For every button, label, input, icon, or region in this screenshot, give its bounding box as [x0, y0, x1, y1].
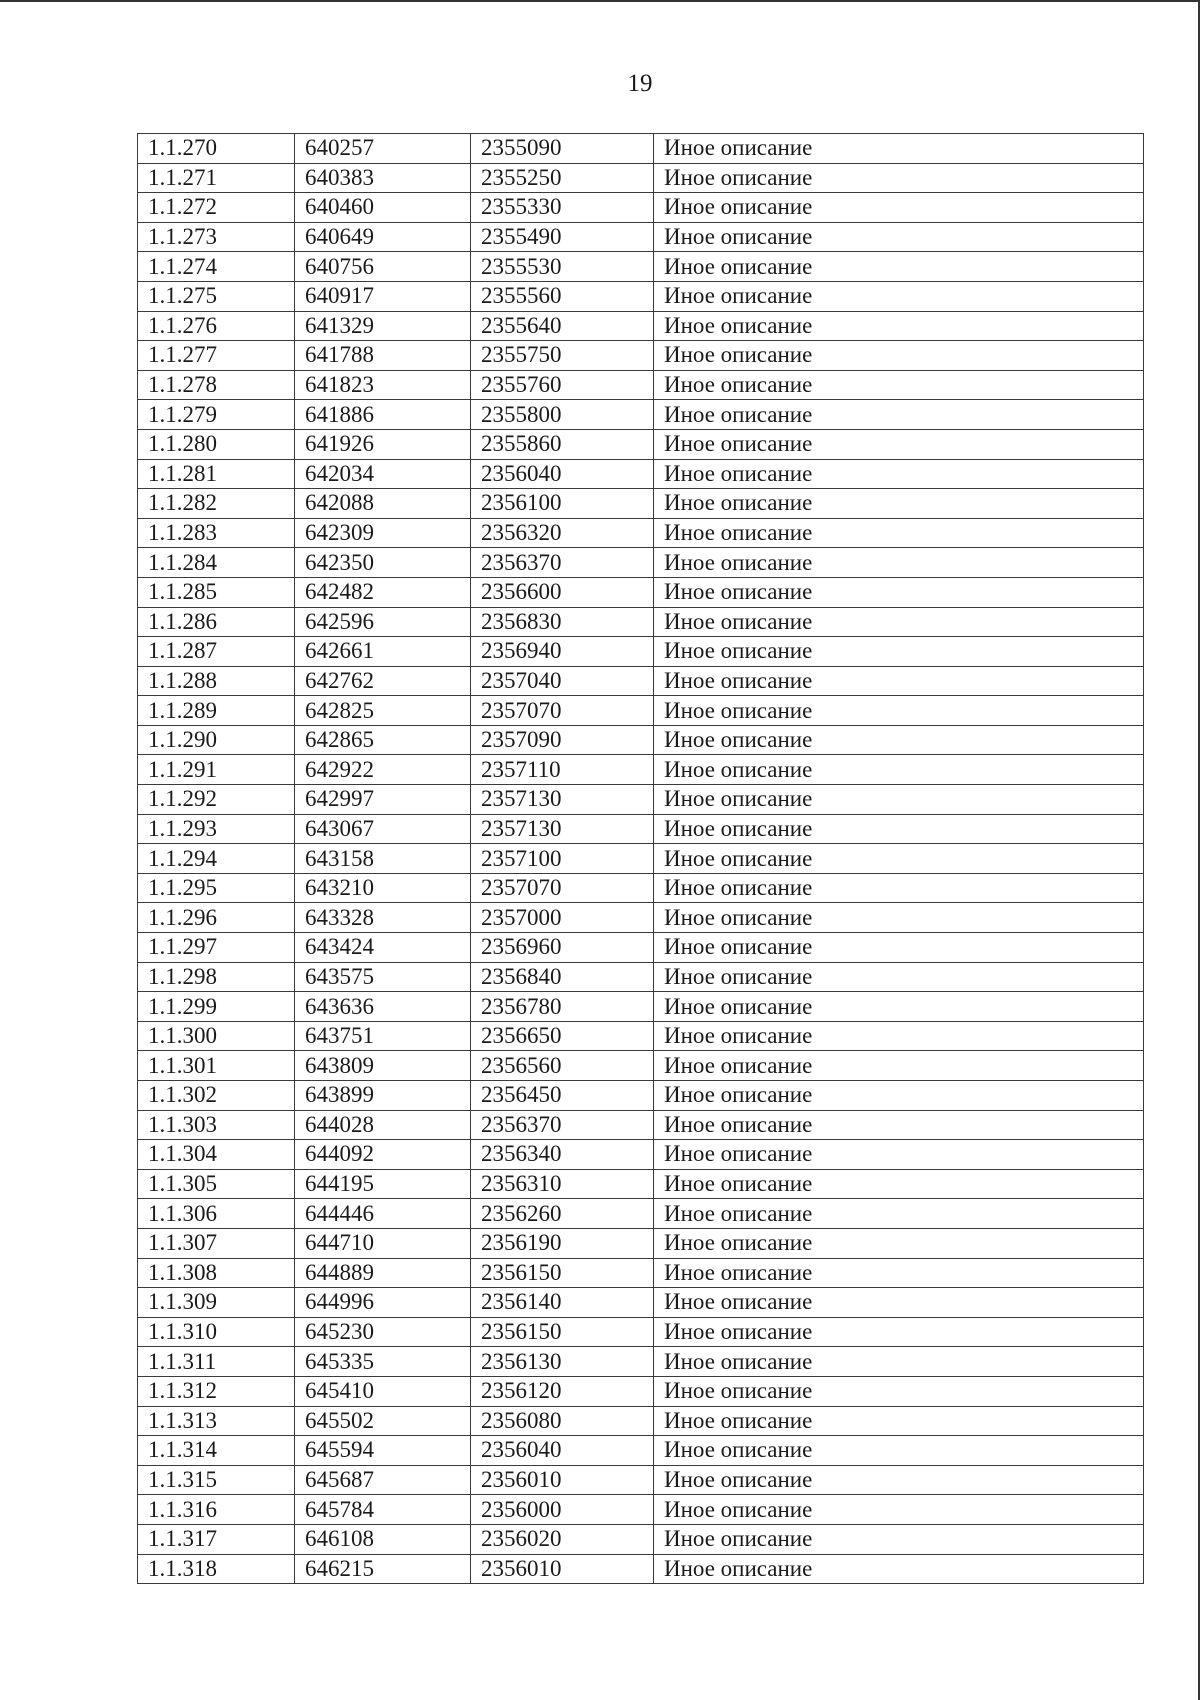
table-row: [138, 637, 1144, 667]
table-row: [138, 725, 1144, 755]
table-row: [138, 459, 1144, 489]
y-coordinate-cell: 2356120: [471, 1376, 654, 1406]
x-coordinate-cell: 643210: [295, 873, 471, 903]
x-coordinate-cell: 645230: [295, 1317, 471, 1347]
x-coordinate-cell: 640756: [295, 252, 471, 282]
description-cell: Иное описание: [654, 134, 1144, 164]
x-coordinate-cell: 642922: [295, 755, 471, 785]
y-coordinate-cell: 2356190: [471, 1228, 654, 1258]
description-cell: Иное описание: [654, 1554, 1144, 1584]
table-row: [138, 1495, 1144, 1525]
y-coordinate-cell: 2355760: [471, 370, 654, 400]
description-cell: Иное описание: [654, 577, 1144, 607]
x-coordinate-cell: 646108: [295, 1524, 471, 1554]
description-cell: Иное описание: [654, 1465, 1144, 1495]
description-cell: Иное описание: [654, 903, 1144, 933]
x-coordinate-cell: 644195: [295, 1169, 471, 1199]
x-coordinate-cell: 642865: [295, 725, 471, 755]
table-row: [138, 1110, 1144, 1140]
description-cell: Иное описание: [654, 814, 1144, 844]
y-coordinate-cell: 2356340: [471, 1140, 654, 1170]
point-number-cell: 1.1.283: [138, 518, 295, 548]
x-coordinate-cell: 642596: [295, 607, 471, 637]
y-coordinate-cell: 2356370: [471, 1110, 654, 1140]
y-coordinate-cell: 2357040: [471, 666, 654, 696]
y-coordinate-cell: 2355090: [471, 134, 654, 164]
x-coordinate-cell: 642350: [295, 548, 471, 578]
description-cell: Иное описание: [654, 1051, 1144, 1081]
x-coordinate-cell: 643328: [295, 903, 471, 933]
table-row: [138, 962, 1144, 992]
table-row: [138, 1288, 1144, 1318]
y-coordinate-cell: 2356010: [471, 1465, 654, 1495]
point-number-cell: 1.1.312: [138, 1376, 295, 1406]
description-cell: Иное описание: [654, 873, 1144, 903]
description-cell: Иное описание: [654, 311, 1144, 341]
x-coordinate-cell: 642997: [295, 785, 471, 815]
point-number-cell: 1.1.317: [138, 1524, 295, 1554]
point-number-cell: 1.1.281: [138, 459, 295, 489]
description-cell: Иное описание: [654, 1524, 1144, 1554]
y-coordinate-cell: 2356450: [471, 1081, 654, 1111]
table-row: [138, 1081, 1144, 1111]
description-cell: Иное описание: [654, 1021, 1144, 1051]
y-coordinate-cell: 2355640: [471, 311, 654, 341]
table-row: [138, 311, 1144, 341]
y-coordinate-cell: 2356020: [471, 1524, 654, 1554]
description-cell: Иное описание: [654, 281, 1144, 311]
x-coordinate-cell: 645410: [295, 1376, 471, 1406]
point-number-cell: 1.1.276: [138, 311, 295, 341]
y-coordinate-cell: 2356320: [471, 518, 654, 548]
point-number-cell: 1.1.304: [138, 1140, 295, 1170]
x-coordinate-cell: 644028: [295, 1110, 471, 1140]
x-coordinate-cell: 640257: [295, 134, 471, 164]
table-row: [138, 1347, 1144, 1377]
point-number-cell: 1.1.315: [138, 1465, 295, 1495]
description-cell: Иное описание: [654, 1376, 1144, 1406]
y-coordinate-cell: 2356650: [471, 1021, 654, 1051]
y-coordinate-cell: 2356310: [471, 1169, 654, 1199]
table-row: [138, 1021, 1144, 1051]
x-coordinate-cell: 640383: [295, 163, 471, 193]
table-row: [138, 252, 1144, 282]
y-coordinate-cell: 2356150: [471, 1258, 654, 1288]
x-coordinate-cell: 643424: [295, 933, 471, 963]
description-cell: Иное описание: [654, 785, 1144, 815]
description-cell: Иное описание: [654, 933, 1144, 963]
description-cell: Иное описание: [654, 1436, 1144, 1466]
description-cell: Иное описание: [654, 844, 1144, 874]
y-coordinate-cell: 2356040: [471, 1436, 654, 1466]
description-cell: Иное описание: [654, 400, 1144, 430]
table-row: [138, 666, 1144, 696]
y-coordinate-cell: 2357130: [471, 785, 654, 815]
point-number-cell: 1.1.310: [138, 1317, 295, 1347]
x-coordinate-cell: 641823: [295, 370, 471, 400]
point-number-cell: 1.1.299: [138, 992, 295, 1022]
point-number-cell: 1.1.309: [138, 1288, 295, 1318]
point-number-cell: 1.1.305: [138, 1169, 295, 1199]
point-number-cell: 1.1.292: [138, 785, 295, 815]
description-cell: Иное описание: [654, 755, 1144, 785]
x-coordinate-cell: 642088: [295, 489, 471, 519]
table-row: [138, 933, 1144, 963]
point-number-cell: 1.1.307: [138, 1228, 295, 1258]
table-row: [138, 1199, 1144, 1229]
description-cell: Иное описание: [654, 193, 1144, 223]
x-coordinate-cell: 641886: [295, 400, 471, 430]
y-coordinate-cell: 2356010: [471, 1554, 654, 1584]
table-row: [138, 903, 1144, 933]
y-coordinate-cell: 2357100: [471, 844, 654, 874]
x-coordinate-cell: 643575: [295, 962, 471, 992]
y-coordinate-cell: 2356260: [471, 1199, 654, 1229]
table-row: [138, 607, 1144, 637]
point-number-cell: 1.1.290: [138, 725, 295, 755]
x-coordinate-cell: 644710: [295, 1228, 471, 1258]
table-row: [138, 1140, 1144, 1170]
description-cell: Иное описание: [654, 1199, 1144, 1229]
description-cell: Иное описание: [654, 518, 1144, 548]
y-coordinate-cell: 2356140: [471, 1288, 654, 1318]
description-cell: Иное описание: [654, 1317, 1144, 1347]
description-cell: Иное описание: [654, 459, 1144, 489]
y-coordinate-cell: 2357110: [471, 755, 654, 785]
description-cell: Иное описание: [654, 341, 1144, 371]
x-coordinate-cell: 646215: [295, 1554, 471, 1584]
point-number-cell: 1.1.275: [138, 281, 295, 311]
x-coordinate-cell: 643899: [295, 1081, 471, 1111]
point-number-cell: 1.1.291: [138, 755, 295, 785]
table-row: [138, 785, 1144, 815]
table-row: [138, 992, 1144, 1022]
point-number-cell: 1.1.280: [138, 429, 295, 459]
description-cell: Иное описание: [654, 1288, 1144, 1318]
y-coordinate-cell: 2357090: [471, 725, 654, 755]
point-number-cell: 1.1.279: [138, 400, 295, 430]
table-row: [138, 844, 1144, 874]
x-coordinate-cell: 642034: [295, 459, 471, 489]
y-coordinate-cell: 2355800: [471, 400, 654, 430]
point-number-cell: 1.1.272: [138, 193, 295, 223]
point-number-cell: 1.1.303: [138, 1110, 295, 1140]
description-cell: Иное описание: [654, 1228, 1144, 1258]
x-coordinate-cell: 642762: [295, 666, 471, 696]
description-cell: Иное описание: [654, 725, 1144, 755]
y-coordinate-cell: 2356940: [471, 637, 654, 667]
x-coordinate-cell: 645502: [295, 1406, 471, 1436]
y-coordinate-cell: 2355250: [471, 163, 654, 193]
x-coordinate-cell: 641926: [295, 429, 471, 459]
page-number: 19: [627, 70, 653, 97]
point-number-cell: 1.1.289: [138, 696, 295, 726]
point-number-cell: 1.1.286: [138, 607, 295, 637]
table-row: [138, 134, 1144, 164]
x-coordinate-cell: 645784: [295, 1495, 471, 1525]
point-number-cell: 1.1.270: [138, 134, 295, 164]
y-coordinate-cell: 2356560: [471, 1051, 654, 1081]
description-cell: Иное описание: [654, 429, 1144, 459]
point-number-cell: 1.1.298: [138, 962, 295, 992]
y-coordinate-cell: 2356370: [471, 548, 654, 578]
description-cell: Иное описание: [654, 1140, 1144, 1170]
table-row: [138, 489, 1144, 519]
x-coordinate-cell: 640460: [295, 193, 471, 223]
description-cell: Иное описание: [654, 1081, 1144, 1111]
table-row: [138, 341, 1144, 371]
x-coordinate-cell: 644889: [295, 1258, 471, 1288]
table-row: [138, 518, 1144, 548]
x-coordinate-cell: 643067: [295, 814, 471, 844]
point-number-cell: 1.1.285: [138, 577, 295, 607]
table-row: [138, 400, 1144, 430]
x-coordinate-cell: 644446: [295, 1199, 471, 1229]
table-row: [138, 1376, 1144, 1406]
description-cell: Иное описание: [654, 252, 1144, 282]
y-coordinate-cell: 2356960: [471, 933, 654, 963]
point-number-cell: 1.1.294: [138, 844, 295, 874]
table-row: [138, 193, 1144, 223]
y-coordinate-cell: 2357130: [471, 814, 654, 844]
description-cell: Иное описание: [654, 962, 1144, 992]
y-coordinate-cell: 2355560: [471, 281, 654, 311]
table-row: [138, 1436, 1144, 1466]
point-number-cell: 1.1.293: [138, 814, 295, 844]
table-row: [138, 429, 1144, 459]
description-cell: Иное описание: [654, 1347, 1144, 1377]
x-coordinate-cell: 640917: [295, 281, 471, 311]
table-row: [138, 1051, 1144, 1081]
description-cell: Иное описание: [654, 1258, 1144, 1288]
y-coordinate-cell: 2356150: [471, 1317, 654, 1347]
point-number-cell: 1.1.306: [138, 1199, 295, 1229]
point-number-cell: 1.1.297: [138, 933, 295, 963]
x-coordinate-cell: 643636: [295, 992, 471, 1022]
x-coordinate-cell: 645335: [295, 1347, 471, 1377]
table-row: [138, 1406, 1144, 1436]
point-number-cell: 1.1.300: [138, 1021, 295, 1051]
point-number-cell: 1.1.287: [138, 637, 295, 667]
table-row: [138, 1554, 1144, 1584]
y-coordinate-cell: 2356100: [471, 489, 654, 519]
x-coordinate-cell: 641788: [295, 341, 471, 371]
x-coordinate-cell: 642825: [295, 696, 471, 726]
y-coordinate-cell: 2356080: [471, 1406, 654, 1436]
table-row: [138, 1317, 1144, 1347]
point-number-cell: 1.1.316: [138, 1495, 295, 1525]
x-coordinate-cell: 645687: [295, 1465, 471, 1495]
x-coordinate-cell: 642482: [295, 577, 471, 607]
table-row: [138, 696, 1144, 726]
table-row: [138, 814, 1144, 844]
x-coordinate-cell: 643809: [295, 1051, 471, 1081]
point-number-cell: 1.1.273: [138, 222, 295, 252]
description-cell: Иное описание: [654, 222, 1144, 252]
y-coordinate-cell: 2356130: [471, 1347, 654, 1377]
description-cell: Иное описание: [654, 1495, 1144, 1525]
x-coordinate-cell: 642309: [295, 518, 471, 548]
table-row: [138, 548, 1144, 578]
description-cell: Иное описание: [654, 1110, 1144, 1140]
point-number-cell: 1.1.311: [138, 1347, 295, 1377]
table-row: [138, 1465, 1144, 1495]
point-number-cell: 1.1.282: [138, 489, 295, 519]
y-coordinate-cell: 2355860: [471, 429, 654, 459]
coordinates-table: [137, 133, 1144, 1584]
table-row: [138, 281, 1144, 311]
description-cell: Иное описание: [654, 163, 1144, 193]
y-coordinate-cell: 2356840: [471, 962, 654, 992]
y-coordinate-cell: 2357070: [471, 873, 654, 903]
x-coordinate-cell: 643158: [295, 844, 471, 874]
y-coordinate-cell: 2357070: [471, 696, 654, 726]
point-number-cell: 1.1.308: [138, 1258, 295, 1288]
point-number-cell: 1.1.284: [138, 548, 295, 578]
y-coordinate-cell: 2355530: [471, 252, 654, 282]
x-coordinate-cell: 644092: [295, 1140, 471, 1170]
y-coordinate-cell: 2356040: [471, 459, 654, 489]
y-coordinate-cell: 2356780: [471, 992, 654, 1022]
point-number-cell: 1.1.296: [138, 903, 295, 933]
x-coordinate-cell: 640649: [295, 222, 471, 252]
x-coordinate-cell: 645594: [295, 1436, 471, 1466]
point-number-cell: 1.1.271: [138, 163, 295, 193]
point-number-cell: 1.1.314: [138, 1436, 295, 1466]
table-row: [138, 1524, 1144, 1554]
point-number-cell: 1.1.295: [138, 873, 295, 903]
point-number-cell: 1.1.318: [138, 1554, 295, 1584]
y-coordinate-cell: 2355750: [471, 341, 654, 371]
table-row: [138, 222, 1144, 252]
description-cell: Иное описание: [654, 696, 1144, 726]
x-coordinate-cell: 642661: [295, 637, 471, 667]
table-row: [138, 577, 1144, 607]
description-cell: Иное описание: [654, 607, 1144, 637]
table-row: [138, 1169, 1144, 1199]
point-number-cell: 1.1.301: [138, 1051, 295, 1081]
point-number-cell: 1.1.277: [138, 341, 295, 371]
point-number-cell: 1.1.288: [138, 666, 295, 696]
y-coordinate-cell: 2355330: [471, 193, 654, 223]
coordinates-table-body: [138, 134, 1144, 1584]
table-row: [138, 755, 1144, 785]
description-cell: Иное описание: [654, 1169, 1144, 1199]
description-cell: Иное описание: [654, 370, 1144, 400]
table-row: [138, 1258, 1144, 1288]
description-cell: Иное описание: [654, 666, 1144, 696]
y-coordinate-cell: 2356830: [471, 607, 654, 637]
point-number-cell: 1.1.313: [138, 1406, 295, 1436]
point-number-cell: 1.1.302: [138, 1081, 295, 1111]
x-coordinate-cell: 643751: [295, 1021, 471, 1051]
y-coordinate-cell: 2357000: [471, 903, 654, 933]
description-cell: Иное описание: [654, 1406, 1144, 1436]
table-row: [138, 163, 1144, 193]
table-row: [138, 873, 1144, 903]
table-row: [138, 370, 1144, 400]
description-cell: Иное описание: [654, 637, 1144, 667]
y-coordinate-cell: 2355490: [471, 222, 654, 252]
description-cell: Иное описание: [654, 992, 1144, 1022]
y-coordinate-cell: 2356000: [471, 1495, 654, 1525]
description-cell: Иное описание: [654, 548, 1144, 578]
table-row: [138, 1228, 1144, 1258]
point-number-cell: 1.1.274: [138, 252, 295, 282]
x-coordinate-cell: 644996: [295, 1288, 471, 1318]
description-cell: Иное описание: [654, 489, 1144, 519]
y-coordinate-cell: 2356600: [471, 577, 654, 607]
point-number-cell: 1.1.278: [138, 370, 295, 400]
x-coordinate-cell: 641329: [295, 311, 471, 341]
